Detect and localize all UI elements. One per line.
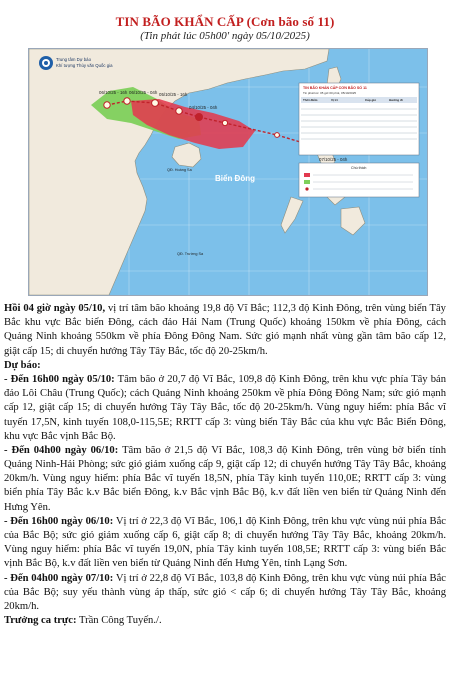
current-position-paragraph: Hồi 04 giờ ngày 05/10, vị trí tâm bão khoảng 19,8 độ Vĩ Bắc; 112,3 độ Kinh Đông, trên vùng biển Tây Bắc khu vực Bắc biển Đông, cách đảo Hải Nam (Trung Quốc) khoảng 150km về phía Đông, cách Quảng Ninh khoảng 550km về phía Đông Đông Nam. Sức gió mạnh nhất vùng gần tâm bão cấp 12, giật cấp 15; di chuyển hướng Tây Tây Bắc, tốc độ 20-25km/h. [4, 303, 446, 357]
bulletin-subtitle: (Tin phát lúc 05h00' ngày 05/10/2025) [140, 30, 310, 42]
signature-line: Trưởng ca trực: Trần Công Tuyến./. [4, 615, 162, 627]
storm-icon [195, 113, 203, 121]
table-title: TIN BÃO KHẨN CẤP CƠN BÃO SỐ 11 [303, 86, 367, 90]
track-label-4: 06/10/25 - 16h [99, 90, 128, 95]
label-truong-sa: QĐ. Trường Sa [177, 252, 204, 256]
forecast-item-3: - Đến 16h00 ngày 06/10: Vị trí ở 22,3 độ Vĩ Bắc, 106,1 độ Kinh Đông, trên khu vực vùng núi phía Bắc của Bắc Bộ; sức gió giảm xuống cấp 6, giật cấp 8; di chuyển hướng Tây Tây Bắc, khoảng 20km/h. Vùng nguy hiểm: phía Bắc vĩ tuyến 19,0N, phía Tây kinh tuyến 108,5E; RRTT cấp 3: vùng biển Bắc vịnh Bắc Bộ, k.v đất liền ven biển từ Quảng Ninh đến Hưng Yên, tỉnh Lạng Sơn. [4, 515, 447, 570]
table-header-3: Cấp gió [365, 98, 376, 102]
legend-title: Chú thích [351, 166, 367, 170]
track-label-1: 04/10/25 - 04h [189, 105, 218, 110]
table-header-4: Hướng đi [389, 98, 403, 102]
label-hoang-sa: QĐ. Hoàng Sa [167, 168, 192, 172]
table-header-2: Vị trí [331, 98, 338, 102]
hainan-island [172, 143, 201, 167]
bulletin-title: TIN BÃO KHẨN CẤP (Cơn bão số 11) [115, 14, 335, 29]
label-bien-dong: Biển Đông [215, 174, 255, 183]
forecast-item-1: - Đến 16h00 ngày 05/10: Tâm bão ở 20,7 độ Vĩ Bắc, 109,8 độ Kinh Đông, trên khu vực phía Tây bán đảo Lôi Châu (Trung Quốc); cách Quảng Ninh khoảng 250km về phía Đông Đông Nam; sức gió mạnh cấp 12, giật cấp 15; di chuyển hướng Tây Tây Bắc, tốc độ 20-25km/h. Vùng nguy hiểm: phía Bắc vĩ tuyến 17,5N, kinh tuyến 108,0-115,5E; RRTT cấp 3: vùng biển Tây Bắc của khu vực Bắc Biển Đông, khu vực Bắc vịnh Bắc Bộ. [4, 373, 446, 442]
bulletin-body [4, 302, 446, 628]
track-label-5: 07/10/25 - 04h [319, 157, 348, 162]
table-subtitle: Tin phát lúc: 05 giờ 00 phút, 05/10/2025 [303, 91, 357, 95]
track-label-2: 05/10/25 - 16h [159, 92, 188, 97]
logo-line-1: Trung tâm Dự báo [56, 57, 91, 62]
map-legend [299, 163, 419, 197]
storm-track-map [28, 48, 428, 296]
track-label-3: 06/10/25 - 04h [129, 90, 158, 95]
logo-icon [39, 56, 53, 70]
forecast-item-2: - Đến 04h00 ngày 06/10: Tâm bão ở 21,5 độ Vĩ Bắc, 108,3 độ Kinh Đông, trên vùng bờ biển tỉnh Quảng Ninh-Hải Phòng; sức gió giảm xuống cấp 9, giật cấp 12; di chuyển hướng Tây Tây Bắc, khoảng 20km/h. Vùng nguy hiểm: phía Bắc vĩ tuyến 18,5N, phía Tây kinh tuyến 110,0E; RRTT cấp 3: vùng biển phía Tây Bắc k.v Bắc biển Đông, k.v Bắc vịnh Bắc Bộ, k.v đất liền ven biển từ Quảng Ninh đến Hưng Yên. [4, 444, 446, 513]
table-header-1: Thời điểm [303, 98, 318, 102]
forecast-heading: Dự báo: [4, 359, 41, 371]
forecast-table [299, 83, 419, 155]
forecast-item-4: - Đến 04h00 ngày 07/10: Vị trí ở 22,8 độ Vĩ Bắc, 103,8 độ Kinh Đông, trên khu vực vùng núi phía Bắc của Bắc Bộ; suy yếu thành vùng áp thấp, sức gió < cấp 6; di chuyển hướng Tây Tây Bắc, khoảng 20km/h. [4, 572, 447, 612]
mainland-land [29, 49, 329, 295]
logo-line-2: Khí tượng Thủy văn Quốc gia [56, 63, 113, 68]
